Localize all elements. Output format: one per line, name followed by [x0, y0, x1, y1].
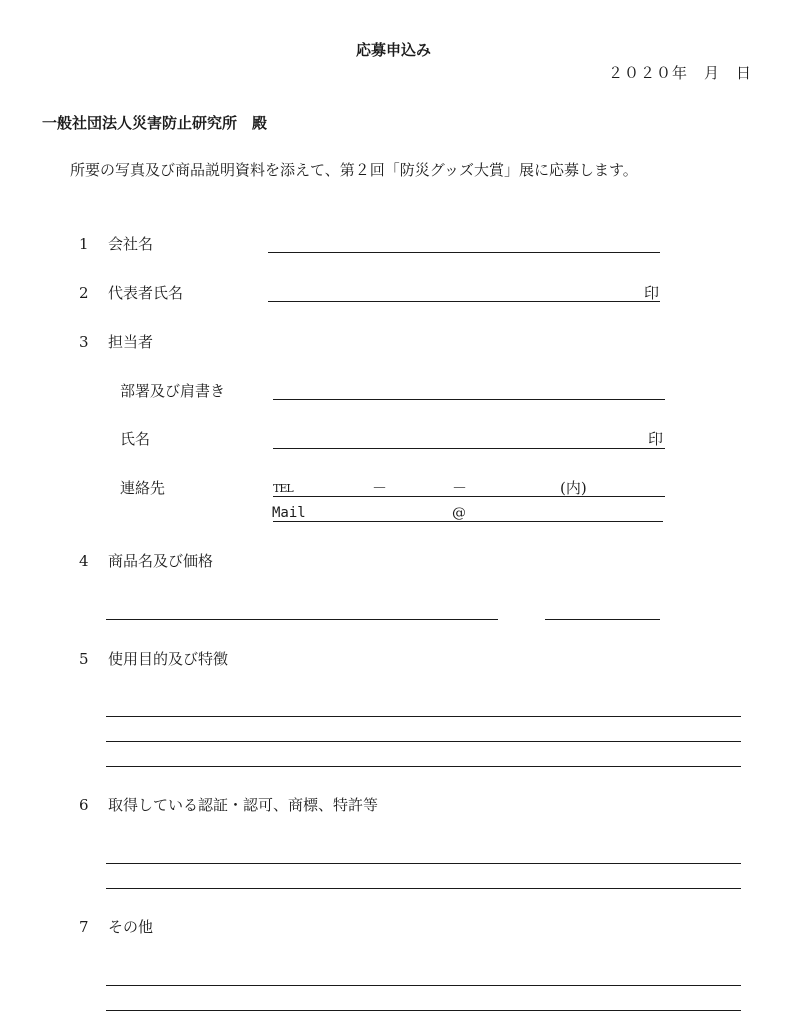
seal-mark-person: 印: [648, 430, 664, 448]
dept-title-label: 部署及び肩書き: [120, 382, 226, 400]
purpose-line-3[interactable]: [106, 766, 741, 767]
item-number-7: 7: [79, 918, 89, 936]
at-mark: @: [452, 505, 466, 521]
item-number-2: 2: [79, 284, 89, 302]
dept-title-field[interactable]: [273, 399, 665, 400]
seal-mark-representative: 印: [644, 284, 660, 302]
form-title: 応募申込み: [356, 41, 432, 59]
other-line-1[interactable]: [106, 985, 741, 986]
mail-label: Mail: [272, 505, 306, 521]
contact-label: 連絡先: [120, 479, 166, 497]
tel-dash-2: －: [452, 479, 468, 497]
tel-dash-1: －: [372, 479, 388, 497]
certification-line-1[interactable]: [106, 863, 741, 864]
intro-text: 所要の写真及び商品説明資料を添えて、第２回「防災グッズ大賞」展に応募します。: [70, 161, 638, 179]
date-field: ２０２０年 月 日: [608, 64, 753, 82]
purpose-line-2[interactable]: [106, 741, 741, 742]
mail-field[interactable]: [273, 521, 663, 522]
item-number-3: 3: [79, 333, 89, 351]
representative-name-field[interactable]: [268, 301, 660, 302]
item-label-other: その他: [108, 918, 154, 936]
item-label-certifications: 取得している認証・認可、商標、特許等: [108, 796, 379, 814]
addressee: 一般社団法人災害防止研究所 殿: [42, 114, 268, 132]
item-number-5: 5: [79, 650, 89, 668]
purpose-line-1[interactable]: [106, 716, 741, 717]
extension-label: (内): [560, 479, 587, 497]
item-label-purpose-features: 使用目的及び特徴: [108, 650, 229, 668]
item-number-1: 1: [79, 235, 89, 253]
item-number-6: 6: [79, 796, 89, 814]
other-line-2[interactable]: [106, 1010, 741, 1011]
price-field[interactable]: [545, 619, 660, 620]
person-name-field[interactable]: [273, 448, 665, 449]
person-name-label: 氏名: [120, 430, 151, 448]
item-label-representative: 代表者氏名: [108, 284, 184, 302]
company-name-field[interactable]: [268, 252, 660, 253]
item-label-product-price: 商品名及び価格: [108, 552, 214, 570]
item-number-4: 4: [79, 552, 89, 570]
item-label-company-name: 会社名: [108, 235, 154, 253]
tel-field[interactable]: [273, 496, 665, 497]
certification-line-2[interactable]: [106, 888, 741, 889]
product-name-field[interactable]: [106, 619, 498, 620]
item-label-contact-person: 担当者: [108, 333, 154, 351]
tel-label: TEL: [273, 482, 293, 495]
